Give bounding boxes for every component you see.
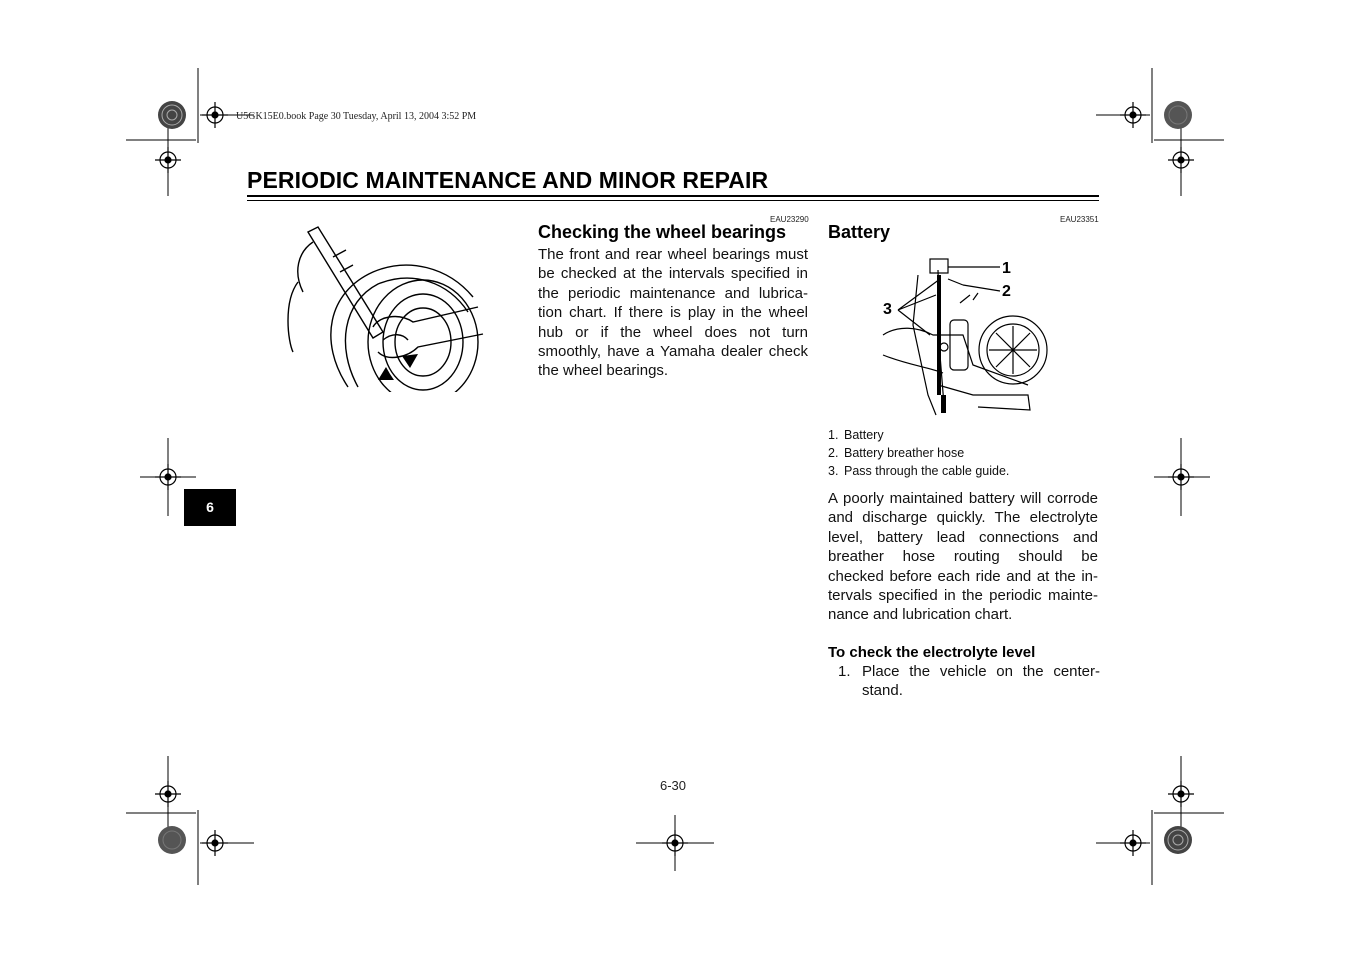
title-rule-thin (247, 200, 1099, 201)
callout-2: 2 (1002, 283, 1011, 300)
step-text: Place the vehicle on the center-stand. (862, 663, 1100, 700)
section-title: PERIODIC MAINTENANCE AND MINOR REPAIR (247, 167, 769, 193)
legend-item (828, 462, 1009, 480)
legend-item (828, 426, 1009, 444)
legend-item (828, 444, 1009, 462)
registration-crosshair-icon (155, 102, 1194, 856)
electrolyte-subheading: To check the electrolyte level (828, 644, 1036, 661)
chapter-tab: 6 (184, 489, 236, 526)
battery-illustration (878, 255, 1063, 420)
legend-number: 1. (828, 428, 839, 442)
title-rule (247, 195, 1099, 197)
legend-text: Battery (844, 428, 884, 442)
legend-number: 2. (828, 446, 839, 460)
battery-legend (828, 426, 1009, 480)
eau-code: EAU23351 (1060, 215, 1099, 224)
legend-text: Battery breather hose (844, 446, 965, 460)
eau-code: EAU23290 (770, 215, 809, 224)
battery-body: A poorly maintained battery will corrode and discharge quickly. The electrolyte level, battery lead connections and breather hose routing should be checked before each ride and at the in-tervals specified in the periodic mainte-nance and lubrication chart. (828, 490, 1098, 624)
callout-3: 3 (883, 301, 892, 318)
page-number: 6-30 (660, 778, 687, 793)
wheel-bearings-heading: Checking the wheel bearings (538, 222, 787, 242)
registration-target-icon (158, 101, 1192, 854)
battery-heading: Battery (828, 222, 891, 242)
callout-1: 1 (1002, 260, 1011, 277)
step-number: 1. (838, 663, 851, 680)
legend-number: 3. (828, 464, 839, 478)
wheel-bearings-body: The front and rear wheel bearings must be checked at the intervals specified in the periodic maintenance and lubrica-tion chart. If there is play in the wheel hub or if the wheel does not turn smoothly, have a Yamaha dealer check the wheel bearings. (538, 246, 808, 380)
book-info-line: U5GK15E0.book Page 30 Tuesday, April 13, 2004 3:52 PM (236, 111, 477, 122)
step-item (828, 662, 1100, 701)
legend-text: Pass through the cable guide. (844, 464, 1010, 478)
wheel-bearing-illustration (278, 222, 488, 392)
